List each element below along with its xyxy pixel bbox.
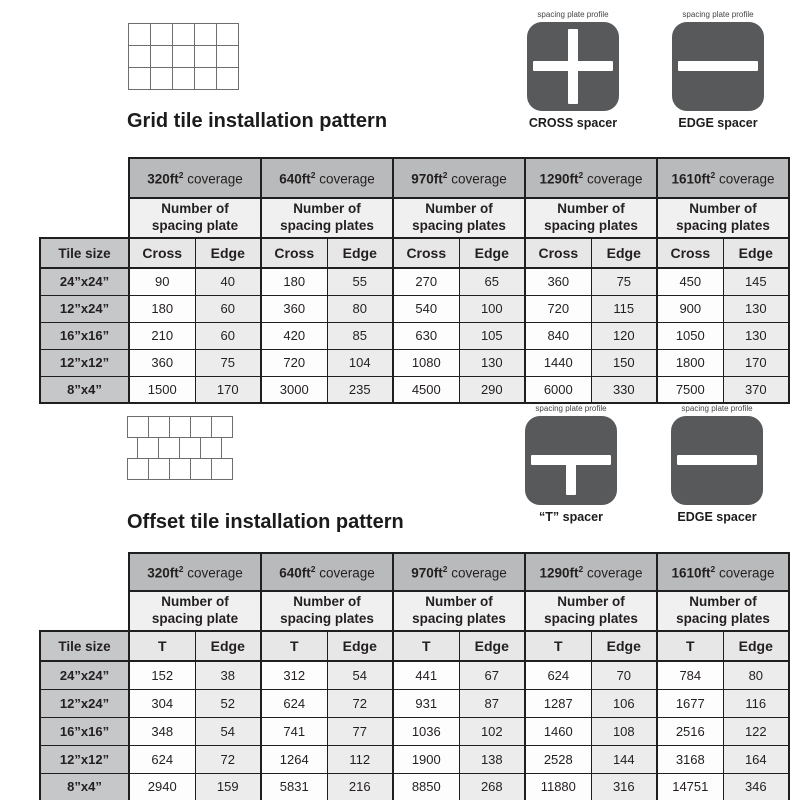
- count-cell: 235: [327, 376, 393, 403]
- column-header-cell: Cross: [657, 238, 723, 268]
- cross-spacer-caption: CROSS spacer: [528, 116, 618, 130]
- column-header-cell: Edge: [591, 238, 657, 268]
- count-cell: 52: [195, 689, 261, 717]
- count-cell: 346: [723, 773, 789, 800]
- count-cell: 1900: [393, 745, 459, 773]
- count-cell: 720: [525, 295, 591, 322]
- tile-size-cell: 8”x4”: [40, 376, 129, 403]
- subheader-cell: Number of spacing plates: [393, 591, 525, 631]
- count-cell: 441: [393, 661, 459, 689]
- tile-cell: [150, 67, 173, 90]
- subheader-cell: Number of spacing plate: [129, 198, 261, 238]
- tile-size-cell: 12”x12”: [40, 349, 129, 376]
- count-cell: 54: [195, 717, 261, 745]
- table-row: [40, 689, 789, 717]
- coverage-header-cell: $1290ft^2$ coverage: [525, 553, 657, 591]
- tile-size-cell: 12”x24”: [40, 689, 129, 717]
- count-cell: 170: [195, 376, 261, 403]
- coverage-header-row: [40, 553, 789, 591]
- count-cell: 75: [195, 349, 261, 376]
- t-spacer: [525, 404, 617, 524]
- tile-cell: [169, 458, 191, 480]
- tile-cell: [137, 437, 159, 459]
- grid-pattern-illustration: [129, 24, 239, 90]
- count-cell: 60: [195, 322, 261, 349]
- count-cell: 900: [657, 295, 723, 322]
- tile-cell: [127, 458, 149, 480]
- grid-section-title: Grid tile installation pattern: [127, 110, 388, 132]
- count-cell: 420: [261, 322, 327, 349]
- spacing-plate-profile-label: spacing plate profile: [535, 404, 607, 413]
- count-cell: 1500: [129, 376, 195, 403]
- subheader-cell: Number of spacing plates: [657, 198, 789, 238]
- edge-horizontal-bar: [678, 61, 758, 71]
- count-cell: 360: [525, 268, 591, 295]
- column-header-cell: Edge: [723, 631, 789, 661]
- count-cell: 65: [459, 268, 525, 295]
- tile-cell: [200, 437, 222, 459]
- edge-spacer-caption: EDGE spacer: [678, 116, 758, 130]
- column-header-row: [40, 631, 789, 661]
- tile-cell: [128, 45, 151, 68]
- column-header-cell: Cross: [129, 238, 195, 268]
- count-cell: 77: [327, 717, 393, 745]
- count-cell: 216: [327, 773, 393, 800]
- tile-cell: [158, 437, 180, 459]
- tile-cell: [169, 416, 191, 438]
- subheader-cell: Number of spacing plates: [261, 591, 393, 631]
- count-cell: 624: [129, 745, 195, 773]
- tile-cell: [211, 458, 233, 480]
- count-cell: 87: [459, 689, 525, 717]
- brick-row: [128, 458, 233, 480]
- coverage-header-cell: $1610ft^2$ coverage: [657, 158, 789, 198]
- count-cell: 75: [591, 268, 657, 295]
- count-cell: 4500: [393, 376, 459, 403]
- count-cell: 11880: [525, 773, 591, 800]
- spacing-plate-table: [39, 157, 790, 404]
- count-cell: 100: [459, 295, 525, 322]
- count-cell: 370: [723, 376, 789, 403]
- table-row: [40, 745, 789, 773]
- count-cell: 3168: [657, 745, 723, 773]
- count-cell: 360: [261, 295, 327, 322]
- t-stem-bar: [566, 464, 576, 495]
- table-row: [40, 773, 789, 800]
- subheader-row: [40, 591, 789, 631]
- tile-cell: [128, 23, 151, 46]
- t-spacer-icon: [525, 416, 617, 505]
- brick-row: [138, 437, 233, 459]
- subheader-cell: Number of spacing plates: [261, 198, 393, 238]
- spacing-plate-profile-label: spacing plate profile: [682, 10, 754, 19]
- count-cell: 102: [459, 717, 525, 745]
- count-cell: 85: [327, 322, 393, 349]
- count-cell: 38: [195, 661, 261, 689]
- tile-cell: [211, 416, 233, 438]
- count-cell: 6000: [525, 376, 591, 403]
- coverage-header-row: [40, 158, 789, 198]
- column-header-cell: Cross: [261, 238, 327, 268]
- table-row: [40, 376, 789, 403]
- coverage-header-cell: $1610ft^2$ coverage: [657, 553, 789, 591]
- count-cell: 55: [327, 268, 393, 295]
- count-cell: 312: [261, 661, 327, 689]
- count-cell: 72: [327, 689, 393, 717]
- count-cell: 304: [129, 689, 195, 717]
- tile-cell: [194, 67, 217, 90]
- count-cell: 105: [459, 322, 525, 349]
- coverage-header-cell: $320ft^2$ coverage: [129, 553, 261, 591]
- count-cell: 360: [129, 349, 195, 376]
- coverage-header-cell: $640ft^2$ coverage: [261, 553, 393, 591]
- column-header-cell: Edge: [591, 631, 657, 661]
- count-cell: 348: [129, 717, 195, 745]
- tile-size-cell: 24”x24”: [40, 661, 129, 689]
- edge-spacer-caption: EDGE spacer: [677, 510, 757, 524]
- count-cell: 152: [129, 661, 195, 689]
- count-cell: 14751: [657, 773, 723, 800]
- tile-cell: [194, 23, 217, 46]
- subheader-cell: Number of spacing plates: [393, 198, 525, 238]
- count-cell: 2940: [129, 773, 195, 800]
- cross-spacer-icon: [527, 22, 619, 111]
- column-header-cell: T: [525, 631, 591, 661]
- count-cell: 1287: [525, 689, 591, 717]
- count-cell: 931: [393, 689, 459, 717]
- table-row: [40, 349, 789, 376]
- tile-size-cell: 16”x16”: [40, 322, 129, 349]
- count-cell: 112: [327, 745, 393, 773]
- count-cell: 1050: [657, 322, 723, 349]
- count-cell: 1080: [393, 349, 459, 376]
- count-cell: 210: [129, 322, 195, 349]
- coverage-header-cell: $320ft^2$ coverage: [129, 158, 261, 198]
- t-spacer-caption: “T” spacer: [539, 510, 603, 524]
- tile-size-header: Tile size: [40, 238, 129, 268]
- count-cell: 5831: [261, 773, 327, 800]
- cross-horizontal-bar: [533, 61, 613, 71]
- count-cell: 270: [393, 268, 459, 295]
- subheader-cell: Number of spacing plates: [657, 591, 789, 631]
- count-cell: 624: [261, 689, 327, 717]
- column-header-row: [40, 238, 789, 268]
- table-row: [40, 661, 789, 689]
- subheader-cell: Number of spacing plates: [525, 591, 657, 631]
- count-cell: 138: [459, 745, 525, 773]
- count-cell: 180: [261, 268, 327, 295]
- count-cell: 60: [195, 295, 261, 322]
- tile-cell: [216, 67, 239, 90]
- tile-cell: [190, 416, 212, 438]
- count-cell: 67: [459, 661, 525, 689]
- tile-cell: [150, 23, 173, 46]
- count-cell: 2516: [657, 717, 723, 745]
- count-cell: 180: [129, 295, 195, 322]
- count-cell: 630: [393, 322, 459, 349]
- count-cell: 1460: [525, 717, 591, 745]
- offset-pattern-illustration: [128, 417, 233, 480]
- count-cell: 330: [591, 376, 657, 403]
- count-cell: 1264: [261, 745, 327, 773]
- header-spacer: [40, 158, 129, 238]
- count-cell: 784: [657, 661, 723, 689]
- count-cell: 70: [591, 661, 657, 689]
- count-cell: 104: [327, 349, 393, 376]
- subheader-cell: Number of spacing plate: [129, 591, 261, 631]
- table-row: [40, 322, 789, 349]
- spacing-plate-profile-label: spacing plate profile: [537, 10, 609, 19]
- tile-size-cell: 24”x24”: [40, 268, 129, 295]
- count-cell: 540: [393, 295, 459, 322]
- count-cell: 2528: [525, 745, 591, 773]
- grid-table-host: [39, 157, 790, 404]
- tile-cell: [179, 437, 201, 459]
- count-cell: 54: [327, 661, 393, 689]
- count-cell: 164: [723, 745, 789, 773]
- column-header-cell: T: [393, 631, 459, 661]
- count-cell: 170: [723, 349, 789, 376]
- count-cell: 1800: [657, 349, 723, 376]
- count-cell: 7500: [657, 376, 723, 403]
- column-header-cell: Edge: [459, 631, 525, 661]
- coverage-header-cell: $970ft^2$ coverage: [393, 553, 525, 591]
- tile-cell: [190, 458, 212, 480]
- tile-size-cell: 12”x12”: [40, 745, 129, 773]
- count-cell: 115: [591, 295, 657, 322]
- count-cell: 316: [591, 773, 657, 800]
- table-row: [40, 295, 789, 322]
- column-header-cell: T: [129, 631, 195, 661]
- count-cell: 720: [261, 349, 327, 376]
- column-header-cell: Edge: [459, 238, 525, 268]
- count-cell: 8850: [393, 773, 459, 800]
- tile-cell: [216, 45, 239, 68]
- column-header-cell: Edge: [327, 631, 393, 661]
- tile-cell: [148, 416, 170, 438]
- column-header-cell: Edge: [327, 238, 393, 268]
- tile-size-cell: 12”x24”: [40, 295, 129, 322]
- count-cell: 1677: [657, 689, 723, 717]
- count-cell: 90: [129, 268, 195, 295]
- tile-cell: [194, 45, 217, 68]
- tile-cell: [127, 416, 149, 438]
- column-header-cell: T: [261, 631, 327, 661]
- column-header-cell: Edge: [195, 631, 261, 661]
- tile-size-header: Tile size: [40, 631, 129, 661]
- tile-cell: [148, 458, 170, 480]
- tile-cell: [128, 67, 151, 90]
- edge-spacer-top: [672, 10, 764, 130]
- edge-spacer-icon: [671, 416, 763, 505]
- cross-spacer: [527, 10, 619, 130]
- count-cell: 72: [195, 745, 261, 773]
- count-cell: 130: [723, 322, 789, 349]
- count-cell: 159: [195, 773, 261, 800]
- count-cell: 130: [459, 349, 525, 376]
- count-cell: 80: [723, 661, 789, 689]
- offset-section-title: Offset tile installation pattern: [127, 511, 404, 533]
- count-cell: 145: [723, 268, 789, 295]
- count-cell: 1036: [393, 717, 459, 745]
- coverage-header-cell: $970ft^2$ coverage: [393, 158, 525, 198]
- column-header-cell: Edge: [723, 238, 789, 268]
- count-cell: 268: [459, 773, 525, 800]
- tile-size-cell: 8”x4”: [40, 773, 129, 800]
- count-cell: 624: [525, 661, 591, 689]
- count-cell: 840: [525, 322, 591, 349]
- column-header-cell: T: [657, 631, 723, 661]
- count-cell: 450: [657, 268, 723, 295]
- count-cell: 741: [261, 717, 327, 745]
- count-cell: 116: [723, 689, 789, 717]
- count-cell: 122: [723, 717, 789, 745]
- count-cell: 40: [195, 268, 261, 295]
- edge-spacer-middle: [671, 404, 763, 524]
- edge-spacer-icon: [672, 22, 764, 111]
- count-cell: 290: [459, 376, 525, 403]
- offset-table-host: [39, 552, 790, 800]
- count-cell: 1440: [525, 349, 591, 376]
- coverage-header-cell: $640ft^2$ coverage: [261, 158, 393, 198]
- subheader-cell: Number of spacing plates: [525, 198, 657, 238]
- edge-horizontal-bar: [677, 455, 757, 465]
- count-cell: 80: [327, 295, 393, 322]
- spacing-plate-table: [39, 552, 790, 800]
- count-cell: 150: [591, 349, 657, 376]
- column-header-cell: Cross: [393, 238, 459, 268]
- tile-cell: [216, 23, 239, 46]
- coverage-header-cell: $1290ft^2$ coverage: [525, 158, 657, 198]
- tile-cell: [172, 23, 195, 46]
- count-cell: 144: [591, 745, 657, 773]
- spacing-plate-profile-label: spacing plate profile: [681, 404, 753, 413]
- count-cell: 120: [591, 322, 657, 349]
- count-cell: 130: [723, 295, 789, 322]
- column-header-cell: Cross: [525, 238, 591, 268]
- table-row: [40, 717, 789, 745]
- column-header-cell: Edge: [195, 238, 261, 268]
- tile-cell: [172, 67, 195, 90]
- header-spacer: [40, 553, 129, 631]
- table-row: [40, 268, 789, 295]
- count-cell: 108: [591, 717, 657, 745]
- count-cell: 3000: [261, 376, 327, 403]
- tile-cell: [150, 45, 173, 68]
- tile-cell: [172, 45, 195, 68]
- tile-size-cell: 16”x16”: [40, 717, 129, 745]
- brick-row: [128, 416, 233, 438]
- subheader-row: [40, 198, 789, 238]
- count-cell: 106: [591, 689, 657, 717]
